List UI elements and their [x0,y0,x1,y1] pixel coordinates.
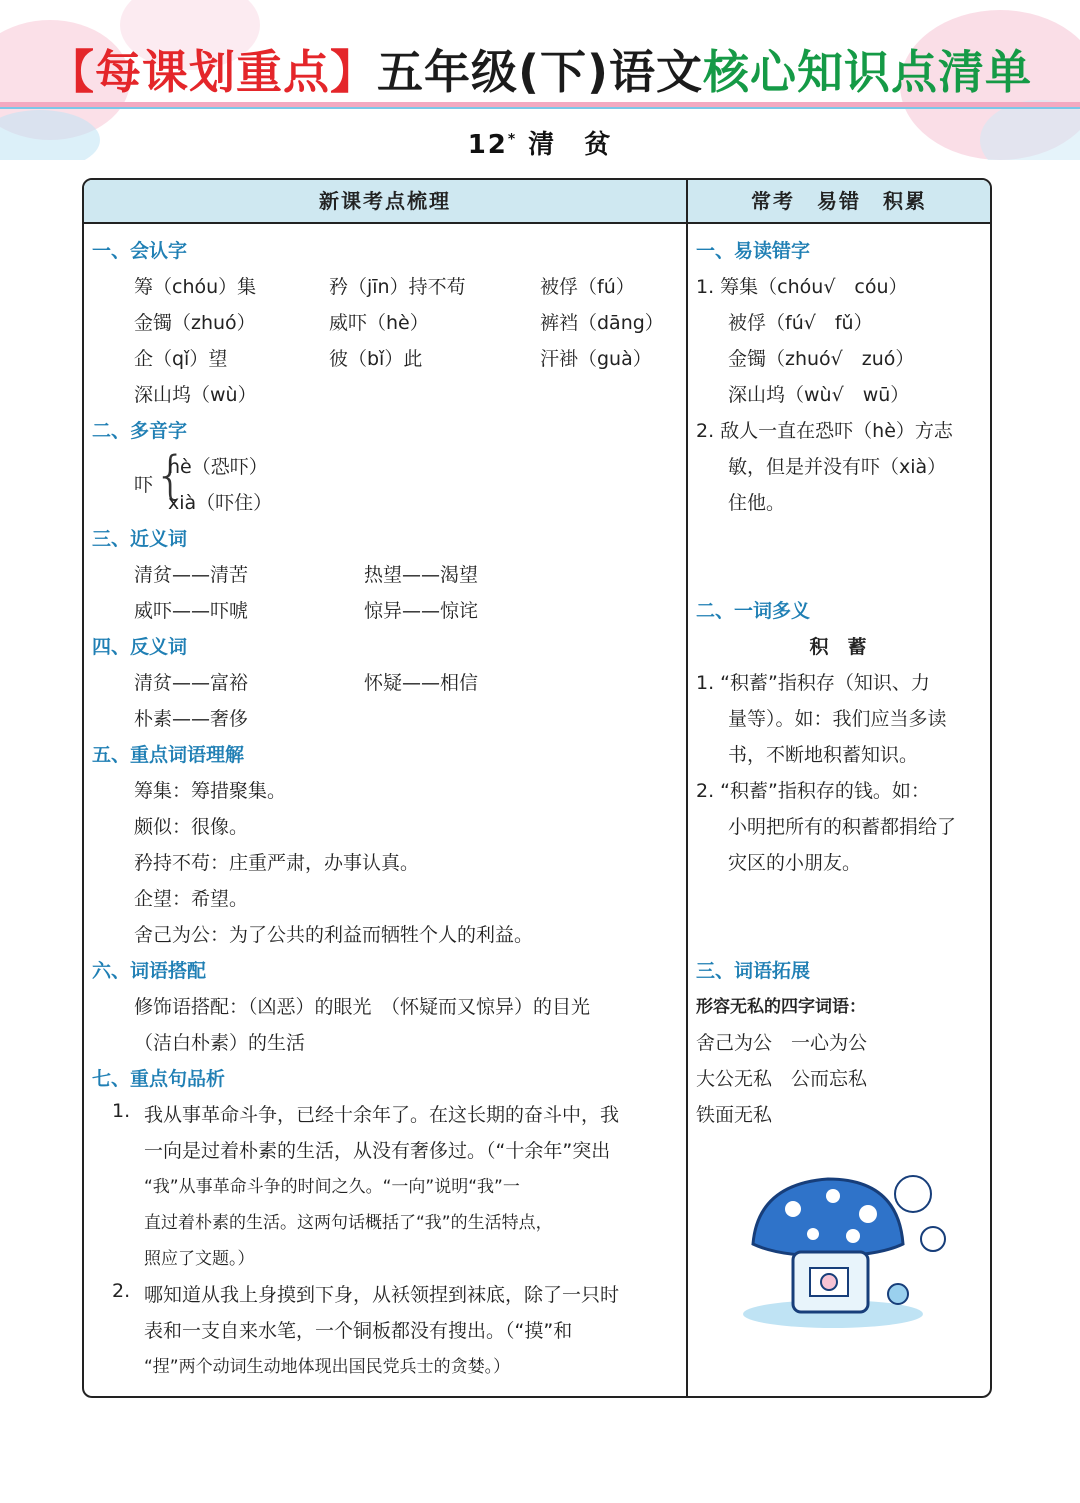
expansion-line: 舍己为公 一心为公 [696,1032,868,1054]
expansion-subtitle: 形容无私的四字词语： [696,997,866,1017]
synonym-pair: 威吓——吓唬 [134,600,249,622]
word-item: 金镯（zhuó） [134,312,256,334]
word-item: 筹（chóu）集 [134,276,257,298]
column-divider [686,222,688,1398]
section-title: 七、重点句品析 [92,1068,226,1090]
polysemy-line: 1. “积蓄”指积存（知识、力 [696,672,930,694]
polysemy-line: 2. “积蓄”指积存的钱。如： [696,780,930,802]
word-item: 被俘（fú） [540,276,635,298]
polysemy-line: 灾区的小朋友。 [728,852,862,874]
title-part3: 核心知识点清单 [703,45,1033,99]
misread-line: 敏，但是并没有吓（xià） [728,456,947,478]
lesson-star: * [507,131,518,148]
word-item: 企（qǐ）望 [134,348,228,370]
word-item: 汗褂（guà） [540,348,652,370]
antonym-pair: 怀疑——相信 [364,672,479,694]
mushroom-house-illustration [738,1164,958,1334]
section-title: 一、易读错字 [696,240,811,262]
collocation-line: 修饰语搭配：（凶恶）的眼光 （怀疑而又惊异）的目光 [134,996,591,1018]
misread-line: 住他。 [728,492,786,514]
section-title: 二、多音字 [92,420,188,442]
reading-item: hè（恐吓） [168,456,268,478]
polysemy-line: 书，不断地积蓄知识。 [728,744,919,766]
misread-line: 被俘（fú√ fǔ） [728,312,873,334]
misread-line: 深山坞（wù√ wū） [728,384,910,406]
expansion-line: 大公无私 公而忘私 [696,1068,868,1090]
sentence-line: 我从事革命斗争，已经十余年了。在这长期的奋斗中，我 [144,1104,620,1126]
item-number: 1. [112,1100,131,1122]
definition-item: 矜持不苟：庄重严肃，办事认真。 [134,852,420,874]
sentence-line: 表和一支自来水笔，一个铜板都没有搜出。（“摸”和 [144,1320,573,1342]
lesson-title [0,124,1080,161]
page-title [0,36,1080,102]
word-item: 威吓（hè） [329,312,429,334]
analysis-line: “我”从事革命斗争的时间之久。“一向”说明“我”一 [144,1177,520,1197]
analysis-line: 照应了文题。） [144,1249,255,1269]
definition-item: 筹集：筹措聚集。 [134,780,287,802]
left-column-header: 新课考点梳理 [84,180,688,224]
section-title: 一、会认字 [92,240,188,262]
lesson-number: 12 [467,130,508,160]
section-title: 三、近义词 [92,528,188,550]
right-column-header: 常考 易错 积累 [688,180,990,224]
section-title: 二、一词多义 [696,600,811,622]
synonym-pair: 惊异——惊诧 [364,600,479,622]
definition-item: 舍己为公：为了公共的利益而牺牲个人的利益。 [134,924,534,946]
lesson-name: 清 贫 [528,130,613,160]
collocation-line: （洁白朴素）的生活 [134,1032,306,1054]
sentence-line: 一向是过着朴素的生活，从没有奢侈过。（“十余年”突出 [144,1140,611,1162]
polysemy-word: 积 蓄 [809,636,867,658]
polysemy-line: 小明把所有的积蓄都捐给了 [728,816,957,838]
word-item: 深山坞（wù） [134,384,257,406]
definition-item: 企望：希望。 [134,888,249,910]
antonym-pair: 朴素——奢侈 [134,708,249,730]
word-item: 矜（jīn）持不苟 [329,276,466,298]
polysemy-line: 量等）。如：我们应当多读 [728,708,947,730]
brace-icon: { [154,446,188,506]
analysis-line: “捏”两个动词生动地体现出国民党兵士的贪婪。） [144,1357,511,1377]
synonym-pair: 清贫——清苦 [134,564,249,586]
title-part2: 五年级(下)语文 [376,45,704,99]
section-title: 三、词语拓展 [696,960,811,982]
analysis-line: 直过着朴素的生活。这两句话概括了“我”的生活特点， [144,1213,553,1233]
misread-line: 1. 筹集（chóu√ cóu） [696,276,908,298]
antonym-pair: 清贫——富裕 [134,672,249,694]
word-item: 裤裆（dāng） [540,312,664,334]
title-part1: 【每课划重点】 [47,45,377,99]
section-title: 五、重点词语理解 [92,744,245,766]
polyphone-char: 吓 [134,474,154,496]
section-title: 六、词语搭配 [92,960,207,982]
misread-line: 金镯（zhuó√ zuó） [728,348,915,370]
content-table [82,178,992,1398]
sentence-line: 哪知道从我上身摸到下身，从袄领捏到袜底，除了一只时 [144,1284,620,1306]
reading-item: xià（吓住） [168,492,273,514]
expansion-line: 铁面无私 [696,1104,773,1126]
misread-line: 2. 敌人一直在恐吓（hè）方志 [696,420,953,442]
word-item: 彼（bǐ）此 [329,348,423,370]
section-title: 四、反义词 [92,636,188,658]
definition-item: 颇似：很像。 [134,816,249,838]
synonym-pair: 热望——渴望 [364,564,479,586]
item-number: 2. [112,1280,131,1302]
